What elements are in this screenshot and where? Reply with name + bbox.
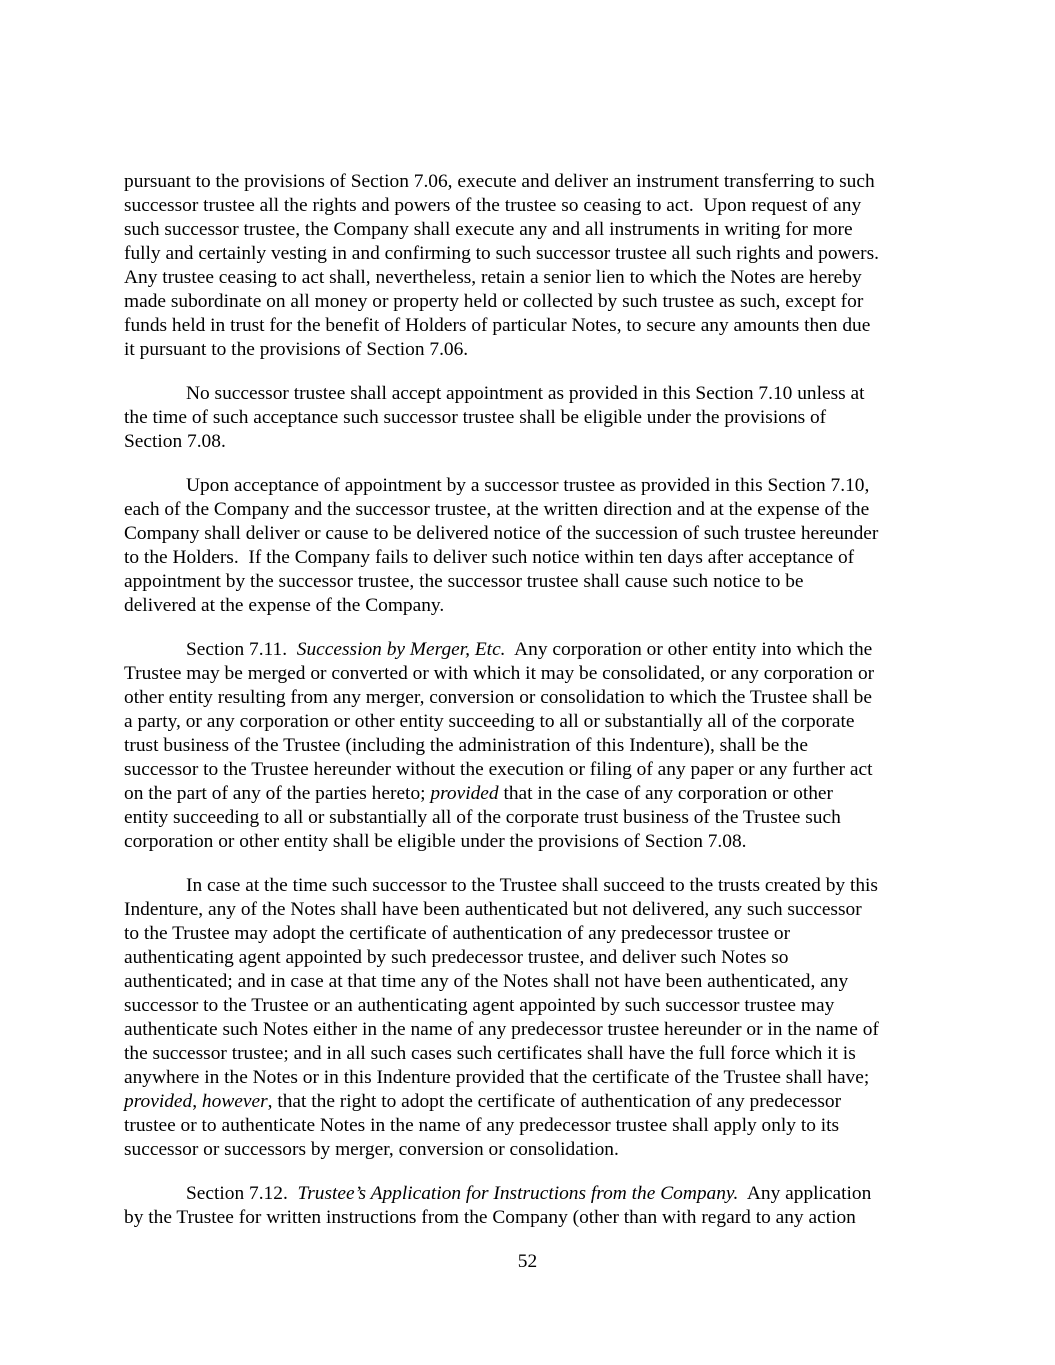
text-line	[124, 218, 944, 242]
text: to the Holders. If the Company fails to deliver such notice within ten days after acceptance of	[124, 547, 855, 568]
text: trustee or to authenticate Notes in the name of any predecessor trustee shall apply only to its	[124, 1115, 840, 1136]
text: anywhere in the Notes or in this Indenture provided that the certificate of the Trustee shall have;	[124, 1067, 870, 1088]
text: Section 7.08.	[124, 431, 226, 452]
paragraph	[124, 1182, 944, 1230]
text-line	[124, 382, 944, 406]
text: it pursuant to the provisions of Section 7.06.	[124, 339, 469, 360]
italic-text: provided	[124, 1091, 193, 1112]
text: Trustee may be merged or converted or with which it may be consolidated, or any corporation or	[124, 663, 875, 684]
paragraph	[124, 474, 944, 618]
text: successor trustee all the rights and powers of the trustee so ceasing to act. Upon request of any	[124, 195, 862, 216]
text: made subordinate on all money or property held or collected by such trustee as such, except for	[124, 291, 864, 312]
text: Any corporation or other entity into which the	[505, 639, 873, 660]
text-line	[124, 946, 944, 970]
text: authenticating agent appointed by such predecessor trustee, and deliver such Notes so	[124, 947, 789, 968]
text: entity succeeding to all or substantially all of the corporate trust business of the Trustee such	[124, 807, 841, 828]
text: , that the right to adopt the certificate of authentication of any predecessor	[267, 1091, 842, 1112]
text: on the part of any of the parties hereto;	[124, 783, 431, 804]
text-line	[124, 994, 944, 1018]
text-line	[124, 1090, 944, 1114]
text-line	[124, 1206, 944, 1230]
text: Any trustee ceasing to act shall, nevertheless, retain a senior lien to which the Notes are hereby	[124, 267, 862, 288]
text-line	[124, 570, 944, 594]
text-line	[124, 1138, 944, 1162]
text: Indenture, any of the Notes shall have been authenticated but not delivered, any such successor	[124, 899, 862, 920]
text-line	[124, 522, 944, 546]
text-line	[124, 406, 944, 430]
text-line	[124, 806, 944, 830]
text: authenticate such Notes either in the name of any predecessor trustee hereunder or in the name of	[124, 1019, 879, 1040]
text-line	[124, 734, 944, 758]
text-line	[124, 594, 944, 618]
paragraph	[124, 638, 944, 854]
text-line	[124, 314, 944, 338]
text: Section 7.12.	[186, 1183, 298, 1204]
paragraph	[124, 170, 944, 362]
paragraph	[124, 382, 944, 454]
text-line	[124, 194, 944, 218]
text: to the Trustee may adopt the certificate of authentication of any predecessor trustee or	[124, 923, 791, 944]
italic-text: however	[201, 1091, 268, 1112]
text: Upon acceptance of appointment by a successor trustee as provided in this Section 7.10,	[186, 475, 870, 496]
text: other entity resulting from any merger, conversion or consolidation to which the Trustee shall be	[124, 687, 872, 708]
text-line	[124, 474, 944, 498]
text: successor or successors by merger, conversion or consolidation.	[124, 1139, 619, 1160]
text-line	[124, 686, 944, 710]
text: that in the case of any corporation or other	[498, 783, 833, 804]
text-line	[124, 1114, 944, 1138]
text-line	[124, 638, 944, 662]
text-line	[124, 710, 944, 734]
text: No successor trustee shall accept appointment as provided in this Section 7.10 unless at	[186, 383, 865, 404]
text-line	[124, 662, 944, 686]
text-line	[124, 338, 944, 362]
text-line	[124, 430, 944, 454]
italic-text: provided	[430, 783, 499, 804]
text-line	[124, 922, 944, 946]
text: ,	[192, 1091, 202, 1112]
paragraph	[124, 874, 944, 1162]
text-line	[124, 782, 944, 806]
text: Any application	[738, 1183, 872, 1204]
text: by the Trustee for written instructions from the Company (other than with regard to any action	[124, 1207, 856, 1228]
text: each of the Company and the successor trustee, at the written direction and at the expense of the	[124, 499, 870, 520]
text: such successor trustee, the Company shall execute any and all instruments in writing for more	[124, 219, 853, 240]
italic-text: Trustee’s Application for Instructions from the Company.	[297, 1183, 739, 1204]
italic-text: Succession by Merger, Etc.	[296, 639, 506, 660]
text: successor to the Trustee or an authenticating agent appointed by such successor trustee may	[124, 995, 835, 1016]
text: trust business of the Trustee (including the administration of this Indenture), shall be the	[124, 735, 808, 756]
text: a party, or any corporation or other entity succeeding to all or substantially all of the corporate	[124, 711, 855, 732]
text: the successor trustee; and in all such cases such certificates shall have the full force which it is	[124, 1043, 856, 1064]
text: authenticated; and in case at that time any of the Notes shall not have been authenticated, any	[124, 971, 849, 992]
text-line	[124, 266, 944, 290]
text-line	[124, 830, 944, 854]
text-line	[124, 970, 944, 994]
text: pursuant to the provisions of Section 7.06, execute and deliver an instrument transferring to such	[124, 171, 875, 192]
text-line	[124, 170, 944, 194]
text: successor to the Trustee hereunder without the execution or filing of any paper or any further act	[124, 759, 873, 780]
text-line	[124, 546, 944, 570]
text: Section 7.11.	[186, 639, 297, 660]
text: corporation or other entity shall be eligible under the provisions of Section 7.08.	[124, 831, 747, 852]
page-number: 52	[517, 1251, 538, 1272]
text-line	[124, 290, 944, 314]
document-body	[124, 170, 944, 1250]
text-line	[124, 898, 944, 922]
text: fully and certainly vesting in and confirming to such successor trustee all such rights and powers.	[124, 243, 879, 264]
text-line	[124, 874, 944, 898]
text: Company shall deliver or cause to be delivered notice of the succession of such trustee hereunder	[124, 523, 879, 544]
text-line	[124, 758, 944, 782]
text-line	[124, 1018, 944, 1042]
text-line	[124, 1042, 944, 1066]
text-line	[124, 498, 944, 522]
text: delivered at the expense of the Company.	[124, 595, 445, 616]
text: appointment by the successor trustee, the successor trustee shall cause such notice to be	[124, 571, 804, 592]
text: In case at the time such successor to the Trustee shall succeed to the trusts created by this	[186, 875, 878, 896]
text-line	[124, 1066, 944, 1090]
text-line	[124, 242, 944, 266]
text-line	[124, 1182, 944, 1206]
text: the time of such acceptance such successor trustee shall be eligible under the provisions of	[124, 407, 827, 428]
text: funds held in trust for the benefit of Holders of particular Notes, to secure any amounts then due	[124, 315, 871, 336]
